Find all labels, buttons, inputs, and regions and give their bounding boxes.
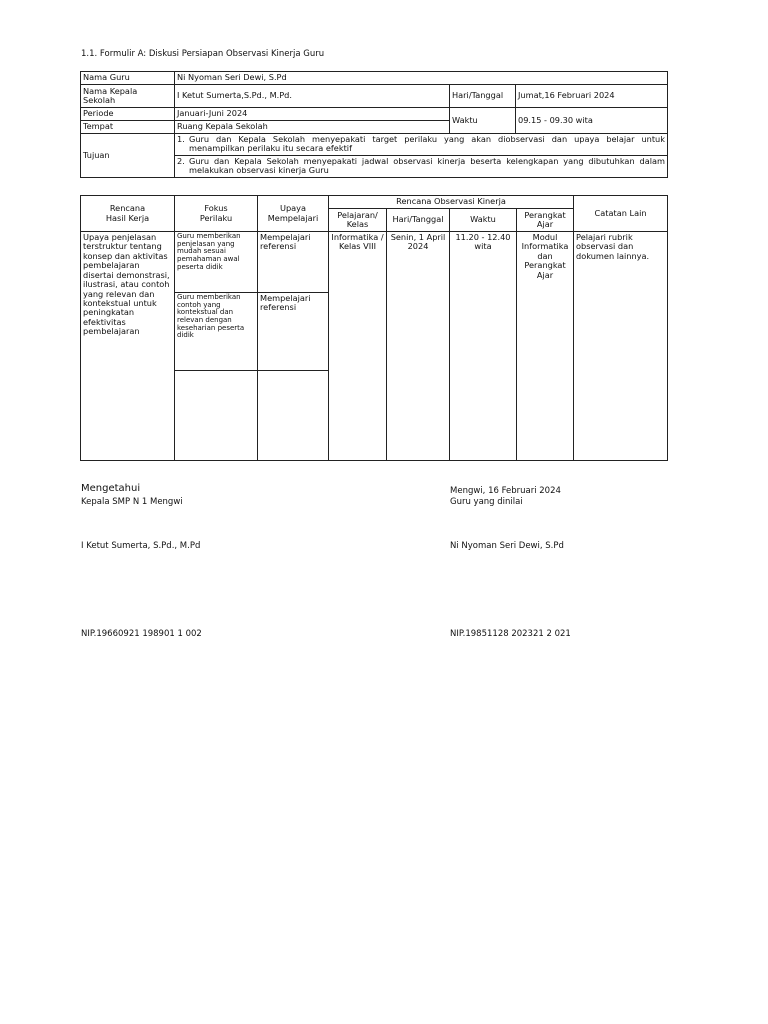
header-perangkat: Perangkat Ajar (517, 209, 574, 232)
right-place-date: Mengwi, 16 Februari 2024 (450, 486, 561, 496)
header-catatan: Catatan Lain (574, 196, 668, 232)
header-rencana-line2: Hasil Kerja (105, 212, 150, 223)
right-signatory-name: Ni Nyoman Seri Dewi, S.Pd (450, 541, 564, 551)
header-rencana (81, 196, 175, 232)
catatan-text: Pelajari rubrik observasi dan dokumen lainnya. (576, 232, 650, 261)
row-rencana (81, 232, 175, 461)
row-perangkat (517, 232, 574, 461)
waktu-text: 11.20 - 12.40 wita (455, 232, 511, 252)
perangkat-text: Modul Informatika dan Perangkat Ajar (521, 232, 569, 280)
row-pelajaran (329, 232, 387, 461)
tujuan-item-1-number: 1. (177, 134, 185, 144)
rencana-text: Upaya penjelasan terstruktur tentang konsep dan aktivitas pembelajaran disertai demonstrasi, ilustrasi, atau contoh yang relevan dan kontekstual untuk peningkatan efektivitas pembelajaran (83, 232, 170, 337)
row-upaya (258, 232, 329, 461)
hari-text: Senin, 1 April 2024 (390, 232, 446, 252)
header-fokus (175, 196, 258, 232)
header-fokus-line1: Fokus (204, 203, 228, 214)
header-waktu: Waktu (450, 209, 517, 232)
right-role: Guru yang dinilai (450, 497, 523, 507)
kepala-label: Nama Kepala Sekolah (81, 85, 175, 108)
tujuan-item-2-text: Guru dan Kepala Sekolah menyepakati jadwal observasi kinerja beserta kelengkapan yang dibutuhkan dalam melakukan observasi kinerja Guru (189, 155, 665, 176)
tujuan-item-1-text: Guru dan Kepala Sekolah menyepakati target perilaku yang akan diobservasi dan upaya belajar untuk menampilkan perilaku itu secara efektif (189, 134, 665, 154)
upaya-empty (258, 371, 328, 460)
upaya-item-2: Mempelajari referensi (258, 293, 328, 371)
header-pelajaran: Pelajaran/ Kelas (329, 209, 387, 232)
row-catatan (574, 232, 668, 461)
tujuan-item-2 (175, 155, 668, 177)
right-nip: NIP.19851128 202321 2 021 (450, 629, 571, 639)
hari-value: Jumat,16 Februari 2024 (516, 85, 668, 108)
fokus-item-2: Guru memberikan contoh yang kontekstual dan relevan dengan keseharian peserta didik (175, 293, 257, 371)
row-fokus (175, 232, 258, 461)
tujuan-item-2-number: 2. (177, 155, 185, 166)
plan-table (80, 195, 668, 461)
left-heading: Mengetahui (81, 483, 141, 494)
header-hari: Hari/Tanggal (387, 209, 450, 232)
header-upaya-line1: Upaya (279, 203, 307, 214)
row-waktu (450, 232, 517, 461)
header-observasi: Rencana Observasi Kinerja (329, 196, 574, 209)
periode-label: Periode (81, 108, 175, 121)
header-fokus-line2: Perilaku (199, 212, 233, 223)
document-title: 1.1. Formulir A: Diskusi Persiapan Observasi Kinerja Guru (81, 49, 325, 59)
tempat-value: Ruang Kepala Sekolah (175, 121, 450, 134)
kepala-value: I Ketut Sumerta,S.Pd., M.Pd. (175, 85, 450, 108)
tempat-label: Tempat (81, 121, 175, 134)
header-upaya (258, 196, 329, 232)
nama-guru-label: Nama Guru (81, 72, 175, 85)
upaya-item-1: Mempelajari referensi (258, 232, 328, 293)
waktu-value: 09.15 - 09.30 wita (516, 108, 668, 134)
header-rencana-line1: Rencana (109, 203, 146, 214)
periode-value: Januari-Juni 2024 (175, 108, 450, 121)
hari-label: Hari/Tanggal (450, 85, 516, 108)
pelajaran-text: Informatika / Kelas VIII (331, 232, 384, 252)
nama-guru-value: Ni Nyoman Seri Dewi, S.Pd (175, 72, 668, 85)
left-nip: NIP.19660921 198901 1 002 (81, 629, 202, 639)
left-role: Kepala SMP N 1 Mengwi (81, 497, 183, 507)
info-table (80, 71, 668, 178)
left-signatory-name: I Ketut Sumerta, S.Pd., M.Pd (81, 541, 201, 551)
tujuan-item-1 (175, 134, 668, 156)
waktu-label: Waktu (450, 108, 516, 134)
row-hari (387, 232, 450, 461)
fokus-empty (175, 371, 257, 460)
fokus-item-1: Guru memberikan penjelasan yang mudah sesuai pemahaman awal peserta didik (175, 232, 257, 293)
header-upaya-line2: Mempelajari (267, 212, 319, 223)
tujuan-label: Tujuan (81, 134, 175, 178)
